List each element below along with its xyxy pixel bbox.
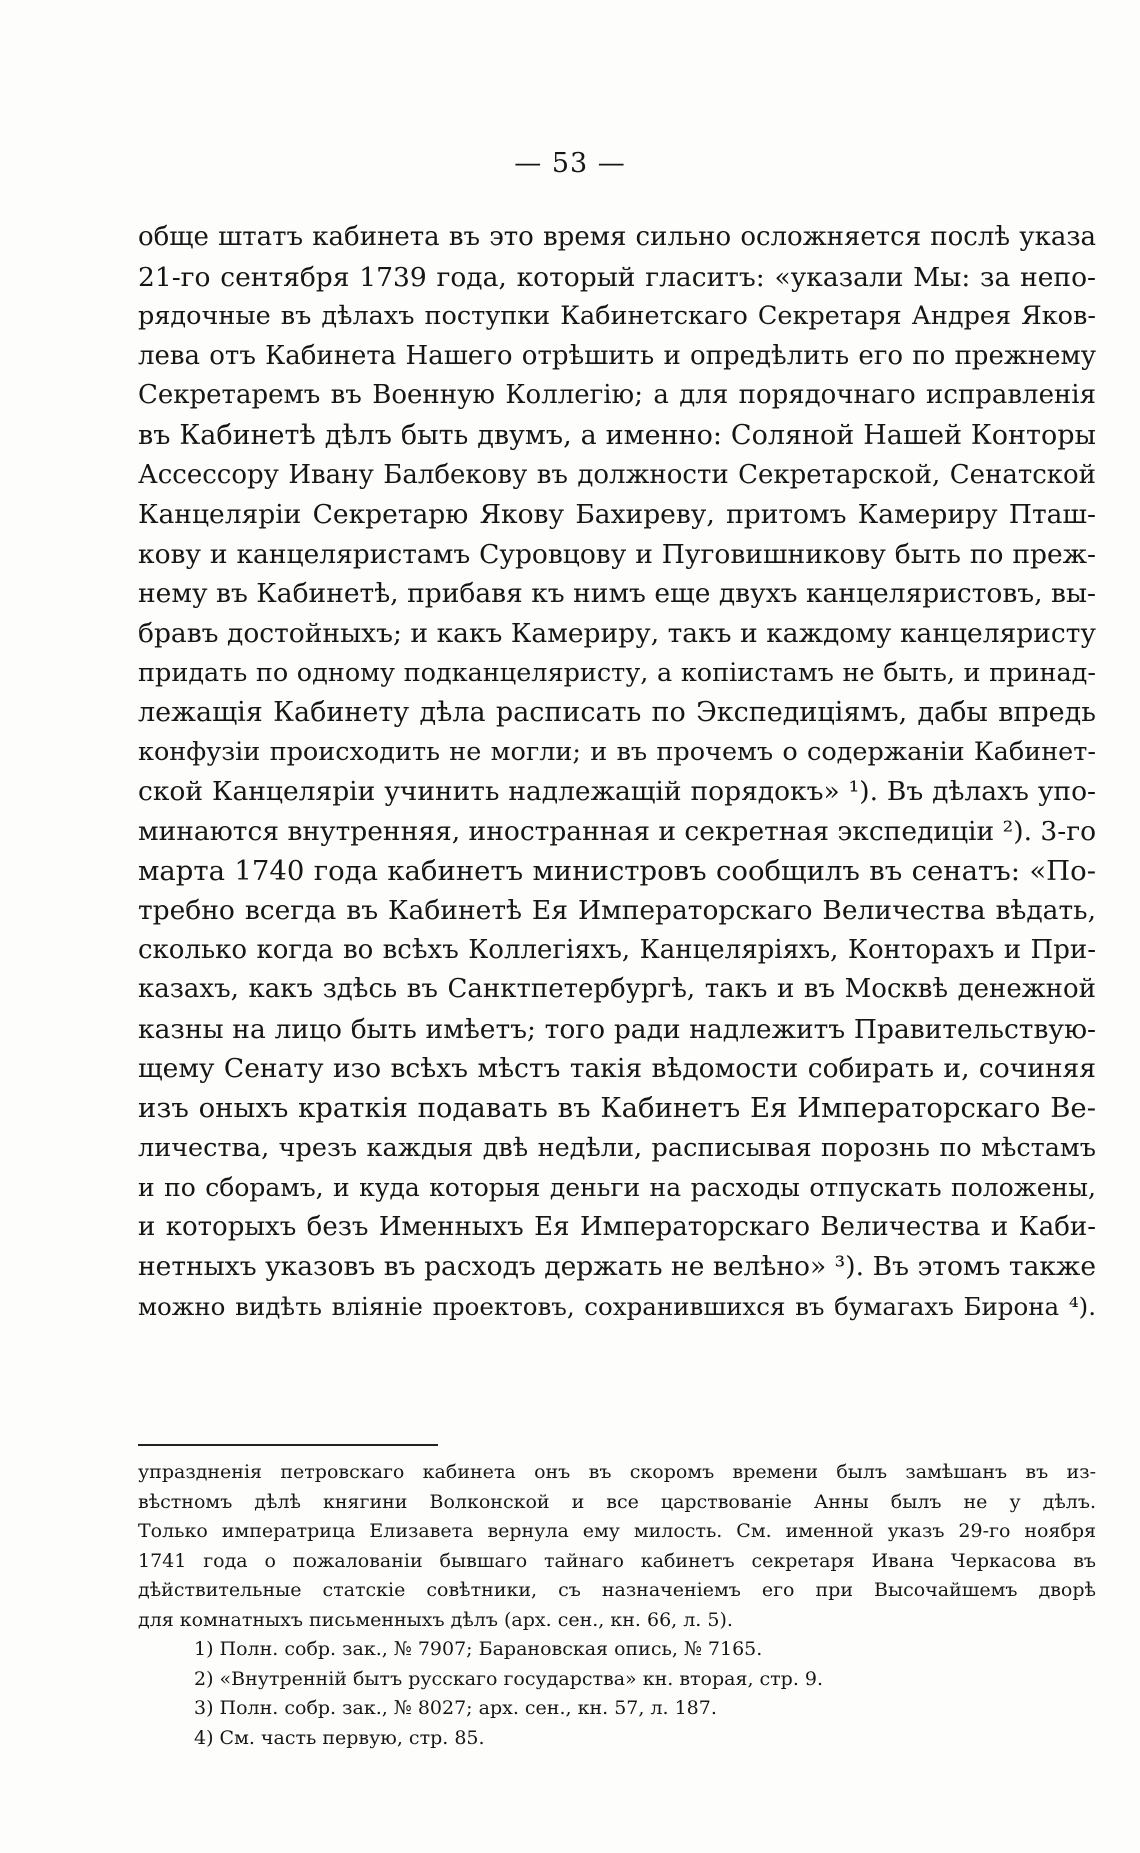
text-line: ской Канцеляріи учинить надлежащій порядокъ» ¹). Въ дѣлахъ упо- — [138, 776, 1096, 808]
text-line: сколько когда во всѣхъ Коллегіяхъ, Канцеляріяхъ, Конторахъ и При- — [138, 934, 1096, 965]
footnote-1: 1) Полн. собр. зак., № 7907; Барановская опись, № 7165. — [194, 1638, 763, 1660]
text-line: требно всегда въ Кабинетѣ Ея Императорскаго Величества вѣдать, — [138, 895, 1096, 927]
footnote-3: 3) Полн. собр. зак., № 8027; арх. сен., кн. 57, л. 187. — [194, 1697, 717, 1719]
text-line: нетныхъ указовъ въ расходъ держать не велѣно» ³). Въ этомъ также — [138, 1251, 1096, 1283]
text-line: въ Кабинетѣ дѣлъ быть двумъ, а именно: Соляной Нашей Конторы — [138, 419, 1096, 451]
text-line: Ассессору Ивану Балбекову въ должности Секретарской, Сенатской — [138, 459, 1096, 490]
footnote-4: 4) См. часть первую, стр. 85. — [194, 1726, 485, 1749]
continued-note-line: дѣйствительные статскіе совѣтники, съ назначеніемъ его при Высочайшемъ дворѣ — [138, 1579, 1096, 1601]
text-line: Секретаремъ въ Военную Коллегію; а для порядочнаго исправленія — [138, 380, 1096, 411]
continued-note-line: для комнатныхъ письменныхъ дѣлъ (арх. сен., кн. 66, л. 5). — [138, 1608, 733, 1631]
text-line: минаются внутренняя, иностранная и секретная экспедиціи ²). 3-го — [138, 815, 1097, 847]
text-line: нему въ Кабинетѣ, прибавя къ нимъ еще двухъ канцеляристовъ, вы- — [138, 578, 1096, 610]
text-line: конфузіи происходить не могли; и въ прочемъ о содержаніи Кабинет- — [138, 736, 1096, 767]
text-line: личества, чрезъ каждыя двѣ недѣли, расписывая порознь по мѣстамъ — [138, 1132, 1096, 1163]
text-line: рядочные въ дѣлахъ поступки Кабинетскаго Секретаря Андрея Яков- — [138, 301, 1096, 332]
text-line: щему Сенату изо всѣхъ мѣстъ такія вѣдомости собирать и, сочиняя — [138, 1053, 1096, 1085]
text-line: лежащія Кабинету дѣла расписать по Экспедиціямъ, дабы впредь — [138, 697, 1096, 729]
text-line: изъ оныхъ краткія подавать въ Кабинетъ Ея Императорскаго Ве- — [138, 1092, 1096, 1125]
text-line: кову и канцеляристамъ Суровцову и Пуговишникову быть по преж- — [138, 538, 1096, 570]
page-number: — 53 — — [514, 148, 626, 179]
footnote-separator — [138, 1444, 438, 1446]
continued-note-line: Только императрица Елизавета вернула ему милость. См. именной указъ 29-го ноября — [138, 1520, 1096, 1542]
text-line: казахъ, какъ здѣсь въ Санктпетербургѣ, такъ и въ Москвѣ денежной — [138, 974, 1096, 1005]
text-line: казны на лицо быть имѣетъ; того ради надлежитъ Правительствую- — [138, 1013, 1096, 1045]
text-line: и которыхъ безъ Именныхъ Ея Императорскаго Величества и Каби- — [138, 1211, 1096, 1242]
footnotes-block — [138, 1458, 1096, 1753]
text-line: бравъ достойныхъ; и какъ Камериру, такъ и каждому канцеляристу — [138, 617, 1096, 649]
text-line: 21-го сентября 1739 года, который гласитъ: «указали Мы: за непо- — [138, 261, 1096, 293]
continued-note-line: упраздненія петровскаго кабинета онъ въ скоромъ времени былъ замѣшанъ въ из- — [138, 1461, 1096, 1483]
main-text — [138, 218, 1096, 1327]
text-line: придать по одному подканцеляристу, а копіистамъ не быть, и принад- — [138, 657, 1096, 688]
text-line: лева отъ Кабинета Нашего отрѣшить и опредѣлить его по прежнему — [138, 340, 1096, 371]
continued-note-line: вѣстномъ дѣлѣ княгини Волконской и все царствованіе Анны былъ не у дѣлъ. — [138, 1490, 1096, 1513]
text-line: и по сборамъ, и куда которыя деньги на расходы отпускать положены, — [138, 1173, 1096, 1203]
footnote-2: 2) «Внутренній бытъ русскаго государства» кн. вторая, стр. 9. — [194, 1667, 824, 1690]
text-line: можно видѣть вліяніе проектовъ, сохранившихся въ бумагахъ Бирона ⁴). — [138, 1292, 1096, 1322]
text-line: марта 1740 года кабинетъ министровъ сообщилъ въ сенатъ: «По- — [138, 854, 1096, 887]
continued-note-line: 1741 года о пожалованіи бывшаго тайнаго кабинетъ секретаря Ивана Черкасова въ — [138, 1549, 1096, 1572]
text-line: обще штатъ кабинета въ это время сильно осложняется послѣ указа — [138, 222, 1096, 252]
text-line: Канцеляріи Секретарю Якову Бахиреву, притомъ Камериру Пташ- — [138, 499, 1096, 531]
